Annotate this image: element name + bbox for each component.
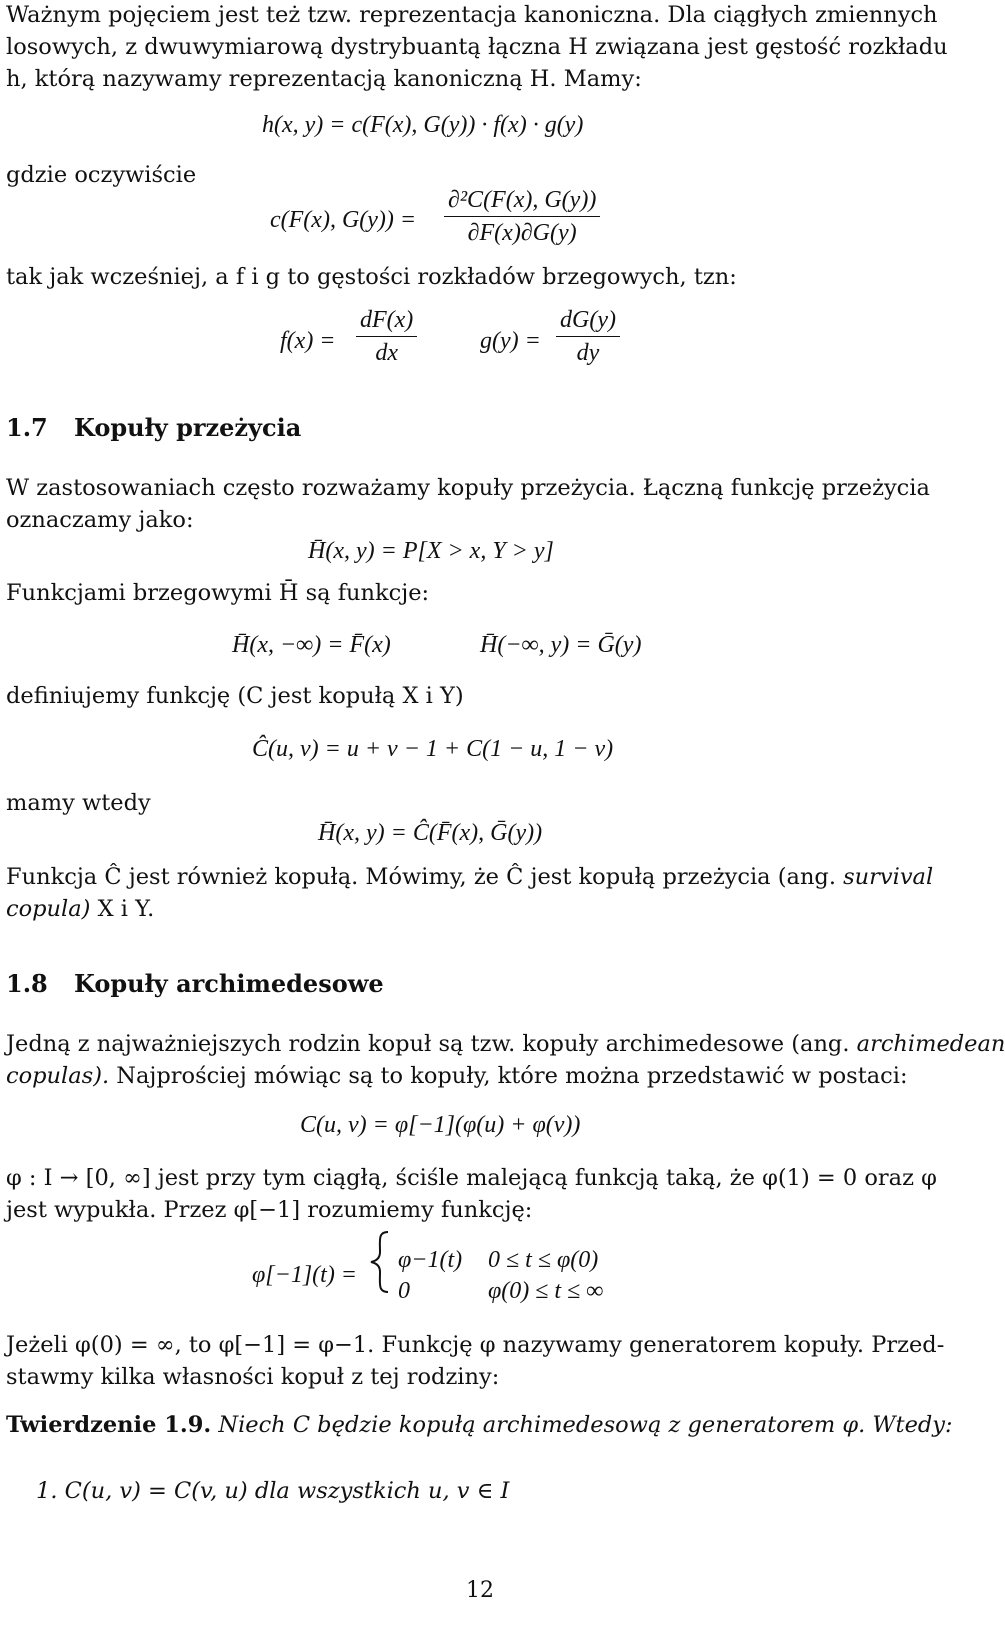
equation-h-bar: H̄(x, y) = Ĉ(F̄(x), Ḡ(y)): [318, 820, 543, 846]
s17-line-2: oznaczamy jako:: [6, 507, 194, 533]
piecewise-row-2-condition: φ(0) ≤ t ≤ ∞: [488, 1278, 604, 1304]
left-brace-icon: [368, 1230, 394, 1294]
s18-line-5: Jeżeli φ(0) = ∞, to φ[−1] = φ−1. Funkcję φ nazywamy generatorem kopuły. Przed-: [6, 1332, 945, 1358]
s18-line-1: [6, 1029, 1005, 1059]
section-heading-1-7: [6, 412, 301, 444]
s17-line-6-italic: survival: [843, 864, 934, 890]
s17-line-7: [6, 894, 154, 924]
equation-g-lhs: g(y) =: [480, 328, 541, 354]
equation-f-denominator: dx: [375, 340, 398, 366]
section-number: 1.7: [6, 413, 48, 442]
s17-line-7-italic: copula): [6, 896, 91, 922]
section-title: Kopuły przeżycia: [74, 413, 302, 442]
equation-archimedean: C(u, v) = φ[−1](φ(u) + φ(v)): [300, 1112, 581, 1138]
piecewise-row-1-condition: 0 ≤ t ≤ φ(0): [488, 1247, 599, 1273]
intro-line-3: h, którą nazywamy reprezentacją kanoniczną H. Mamy:: [6, 66, 642, 92]
section-title: Kopuły archimedesowe: [74, 969, 384, 998]
intro-line-1: Ważnym pojęciem jest też tzw. reprezentacja kanoniczna. Dla ciągłych zmiennych: [6, 2, 938, 28]
section-heading-1-8: [6, 968, 384, 1000]
s17-line-4: definiujemy funkcję (C jest kopułą X i Y): [6, 683, 464, 709]
marginals-text: tak jak wcześniej, a f i g to gęstości rozkładów brzegowych, tzn:: [6, 264, 737, 290]
s17-line-6: [6, 862, 933, 892]
theorem-1-9: [6, 1410, 953, 1440]
equation-f-numerator: dF(x): [356, 306, 417, 337]
s18-line-1-italic: archimedean: [856, 1031, 1005, 1057]
intro-line-2: losowych, z dwuwymiarową dystrybuantą łączna H związana jest gęstość rozkładu: [6, 34, 948, 60]
equation-g-fraction: [552, 306, 624, 367]
theorem-item-1: 1. C(u, v) = C(v, u) dla wszystkich u, v ∈ I: [36, 1478, 510, 1504]
equation-c-hat: Ĉ(u, v) = u + v − 1 + C(1 − u, 1 − v): [252, 736, 614, 762]
s18-line-2: [6, 1061, 908, 1091]
s18-line-4: jest wypukła. Przez φ[−1] rozumiemy funkcję:: [6, 1197, 533, 1223]
s18-line-1-text: Jedną z najważniejszych rodzin kopuł są tzw. kopuły archimedesowe (ang.: [6, 1031, 850, 1057]
s18-line-6: stawmy kilka własności kopuł z tej rodziny:: [6, 1364, 500, 1390]
equation-c-denominator: ∂F(x)∂G(y): [467, 220, 577, 246]
equation-c-fraction: [440, 186, 604, 247]
s18-line-2-italic: copulas).: [6, 1063, 110, 1089]
theorem-label: Twierdzenie 1.9.: [6, 1412, 212, 1438]
page-number: 12: [466, 1578, 494, 1603]
s17-line-5: mamy wtedy: [6, 790, 151, 816]
equation-h: h(x, y) = c(F(x), G(y)) · f(x) · g(y): [262, 112, 584, 138]
where-text: gdzie oczywiście: [6, 162, 197, 188]
equation-g-denominator: dy: [576, 340, 600, 366]
equation-marginal-1: H̄(x, −∞) = F̄(x): [232, 632, 391, 658]
s17-line-6-text: Funkcja Ĉ jest również kopułą. Mówimy, że Ĉ jest kopułą przeżycia (ang.: [6, 864, 836, 890]
section-number: 1.8: [6, 969, 48, 998]
piecewise-row-1-value: φ−1(t): [398, 1247, 463, 1273]
s18-line-2-text: Najprościej mówiąc są to kopuły, które można przedstawić w postaci:: [116, 1063, 908, 1089]
piecewise-row-2-value: 0: [398, 1278, 410, 1304]
s17-line-3: Funkcjami brzegowymi H̄ są funkcje:: [6, 580, 430, 606]
equation-marginal-2: H̄(−∞, y) = Ḡ(y): [480, 632, 642, 658]
s17-line-7-text: X i Y.: [97, 896, 155, 922]
s18-line-3: φ : I → [0, ∞] jest przy tym ciągłą, ściśle malejącą funkcją taką, że φ(1) = 0 oraz φ: [6, 1165, 937, 1191]
theorem-body: Niech C będzie kopułą archimedesową z generatorem φ. Wtedy:: [218, 1412, 953, 1438]
equation-g-numerator: dG(y): [556, 306, 620, 337]
s17-line-1: W zastosowaniach często rozważamy kopuły przeżycia. Łączną funkcję przeżycia: [6, 475, 930, 501]
equation-c-numerator: ∂²C(F(x), G(y)): [444, 186, 600, 217]
equation-c-lhs: c(F(x), G(y)) =: [270, 207, 417, 233]
equation-f-fraction: [352, 306, 421, 367]
equation-f-lhs: f(x) =: [280, 328, 336, 354]
equation-survival: H̄(x, y) = P[X > x, Y > y]: [308, 538, 554, 564]
equation-pseudo-inverse-lhs: φ[−1](t) =: [252, 1262, 357, 1288]
